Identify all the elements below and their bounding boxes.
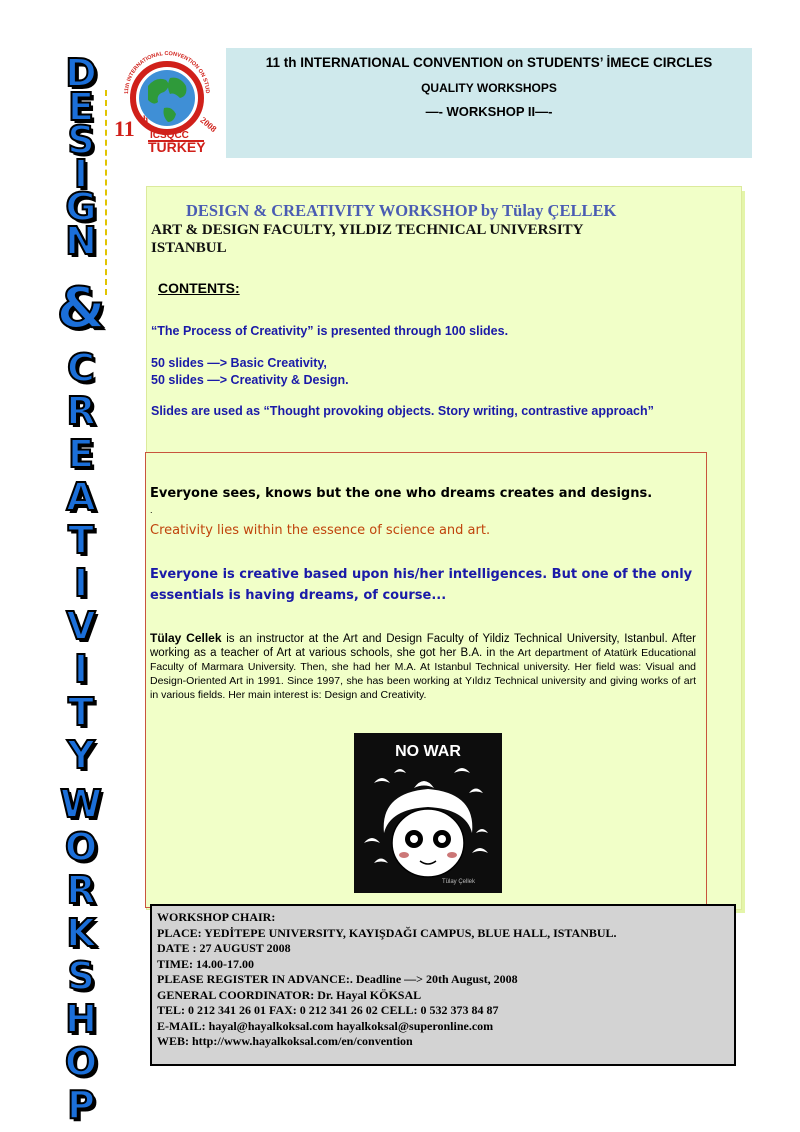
- header-box: [226, 48, 752, 158]
- vertical-title-letter: R: [66, 389, 96, 433]
- workshop-title: DESIGN & CREATIVITY WORKSHOP by Tülay ÇELLEK: [186, 201, 617, 220]
- vertical-title-letter: Y: [67, 733, 95, 777]
- vertical-title-design: [56, 51, 106, 263]
- vertical-title-letter: S: [67, 954, 95, 998]
- faculty-line1: ART & DESIGN FACULTY, YILDIZ TECHNICAL UNIVERSITY: [151, 222, 584, 238]
- info-date: DATE : 27 AUGUST 2008: [157, 941, 291, 955]
- logo-country: TURKEY: [148, 139, 206, 155]
- vertical-title-letter: E: [68, 432, 94, 476]
- info-place: PLACE: YEDİTEPE UNIVERSITY, KAYIŞDAĞI CAMPUS, BLUE HALL, ISTANBUL.: [157, 925, 617, 940]
- logo-th: th: [140, 114, 149, 124]
- info-email: E-MAIL: hayal@hayalkoksal.com hayalkoksal@superonline.com: [157, 1018, 494, 1033]
- artist-signature: Tülay Çellek: [442, 879, 476, 885]
- vertical-title-letter: W: [60, 782, 102, 826]
- vertical-title-letter: A: [66, 475, 96, 519]
- vertical-title-ampersand: &: [56, 276, 106, 341]
- quote-creativity: Creativity lies within the essence of science and art.: [150, 523, 491, 538]
- workshop-info-box: [150, 904, 736, 1066]
- quote-intelligences: Everyone is creative based upon his/her intelligences. But one of the only essentials is having dreams, of course...: [150, 567, 693, 603]
- convention-logo: [108, 48, 226, 156]
- vertical-title-creativity: [56, 346, 106, 779]
- vertical-title-letter: T: [68, 690, 94, 734]
- vertical-title-letter: R: [66, 868, 96, 912]
- bio-text-part2: the Art department of Atatürk Educational Faculty of Marmara University. Then, she had her M.A. At Istanbul Technical university. Her field was: Visual and Design-Oriented Art in 1991. Since 1997, she has been working at Yıldız Technical university and giving works of art in various fields. Her main interest is: Design and Creativity.: [150, 647, 697, 701]
- vertical-title-letter: O: [64, 1040, 98, 1084]
- vertical-title-letter: I: [73, 151, 89, 196]
- vertical-title-letter: G: [65, 185, 97, 229]
- vertical-title-workshop: [56, 782, 106, 1129]
- contents-item-basic: 50 slides —> Basic Creativity,: [151, 356, 327, 370]
- header-line1: 11 th INTERNATIONAL CONVENTION on STUDENTS’ İMECE CIRCLES: [265, 55, 713, 70]
- contents-paragraph1: “The Process of Creativity” is presented through 100 slides.: [151, 324, 509, 338]
- contents-item-design: 50 slides —> Creativity & Design.: [151, 373, 349, 387]
- no-war-label: NO WAR: [395, 743, 461, 760]
- logo-number: 11: [114, 116, 135, 141]
- vertical-title-letter: V: [66, 604, 96, 648]
- vertical-title: [56, 51, 106, 1129]
- vertical-title-letter: T: [68, 518, 94, 562]
- contents-paragraph2: [151, 355, 349, 389]
- vertical-title-letter: H: [65, 997, 97, 1041]
- info-coordinator: GENERAL COORDINATOR: Dr. Hayal KÖKSAL: [157, 987, 422, 1002]
- info-time: TIME: 14.00-17.00: [157, 956, 254, 971]
- bio-text-part1: is an instructor at the Art and Design Faculty of Yildiz Technical University, Istanbul. After working as a teacher of Art at various schools, she got her B.A. in: [150, 633, 697, 659]
- faculty-block: [151, 221, 584, 257]
- quote-dreams: Everyone sees, knows but the one who dreams creates and designs.: [150, 486, 653, 501]
- faculty-line2: ISTANBUL: [151, 240, 227, 256]
- vertical-title-letter: E: [68, 84, 94, 129]
- info-tel: TEL: 0 212 341 26 01 FAX: 0 212 341 26 02 CELL: 0 532 373 84 87: [157, 1003, 499, 1017]
- vertical-title-letter: S: [67, 118, 95, 162]
- vertical-title-letter: C: [67, 346, 95, 390]
- logo-year: 2008: [198, 114, 219, 135]
- no-war-illustration: [354, 733, 502, 893]
- info-web: WEB: http://www.hayalkoksal.com/en/convention: [157, 1034, 413, 1048]
- info-register: PLEASE REGISTER IN ADVANCE:. Deadline —> 20th August, 2008: [157, 972, 518, 986]
- dashed-divider: [105, 90, 107, 295]
- contents-heading: CONTENTS:: [158, 280, 240, 296]
- vertical-title-letter: O: [64, 825, 98, 869]
- header-line3: —- WORKSHOP II—-: [425, 104, 553, 119]
- header-line2: QUALITY WORKSHOPS: [421, 81, 557, 95]
- vertical-title-letter: D: [65, 51, 97, 95]
- instructor-bio: [150, 631, 696, 702]
- vertical-title-letter: K: [66, 911, 96, 955]
- vertical-title-letter: P: [67, 1083, 95, 1127]
- quote-dot: .: [150, 505, 153, 515]
- vertical-title-letter: N: [65, 218, 97, 263]
- info-chair: WORKSHOP CHAIR:: [157, 910, 276, 924]
- logo-acronym: ICSQCC: [150, 130, 189, 141]
- logo-arc-text: 11th INTERNATIONAL CONVENTION ON STUD: [123, 50, 211, 95]
- bio-name: Tülay Cellek: [150, 631, 222, 645]
- vertical-title-letter: I: [73, 647, 89, 691]
- contents-paragraph3: Slides are used as “Thought provoking objects. Story writing, contrastive approach”: [151, 404, 654, 418]
- vertical-title-letter: I: [73, 561, 89, 605]
